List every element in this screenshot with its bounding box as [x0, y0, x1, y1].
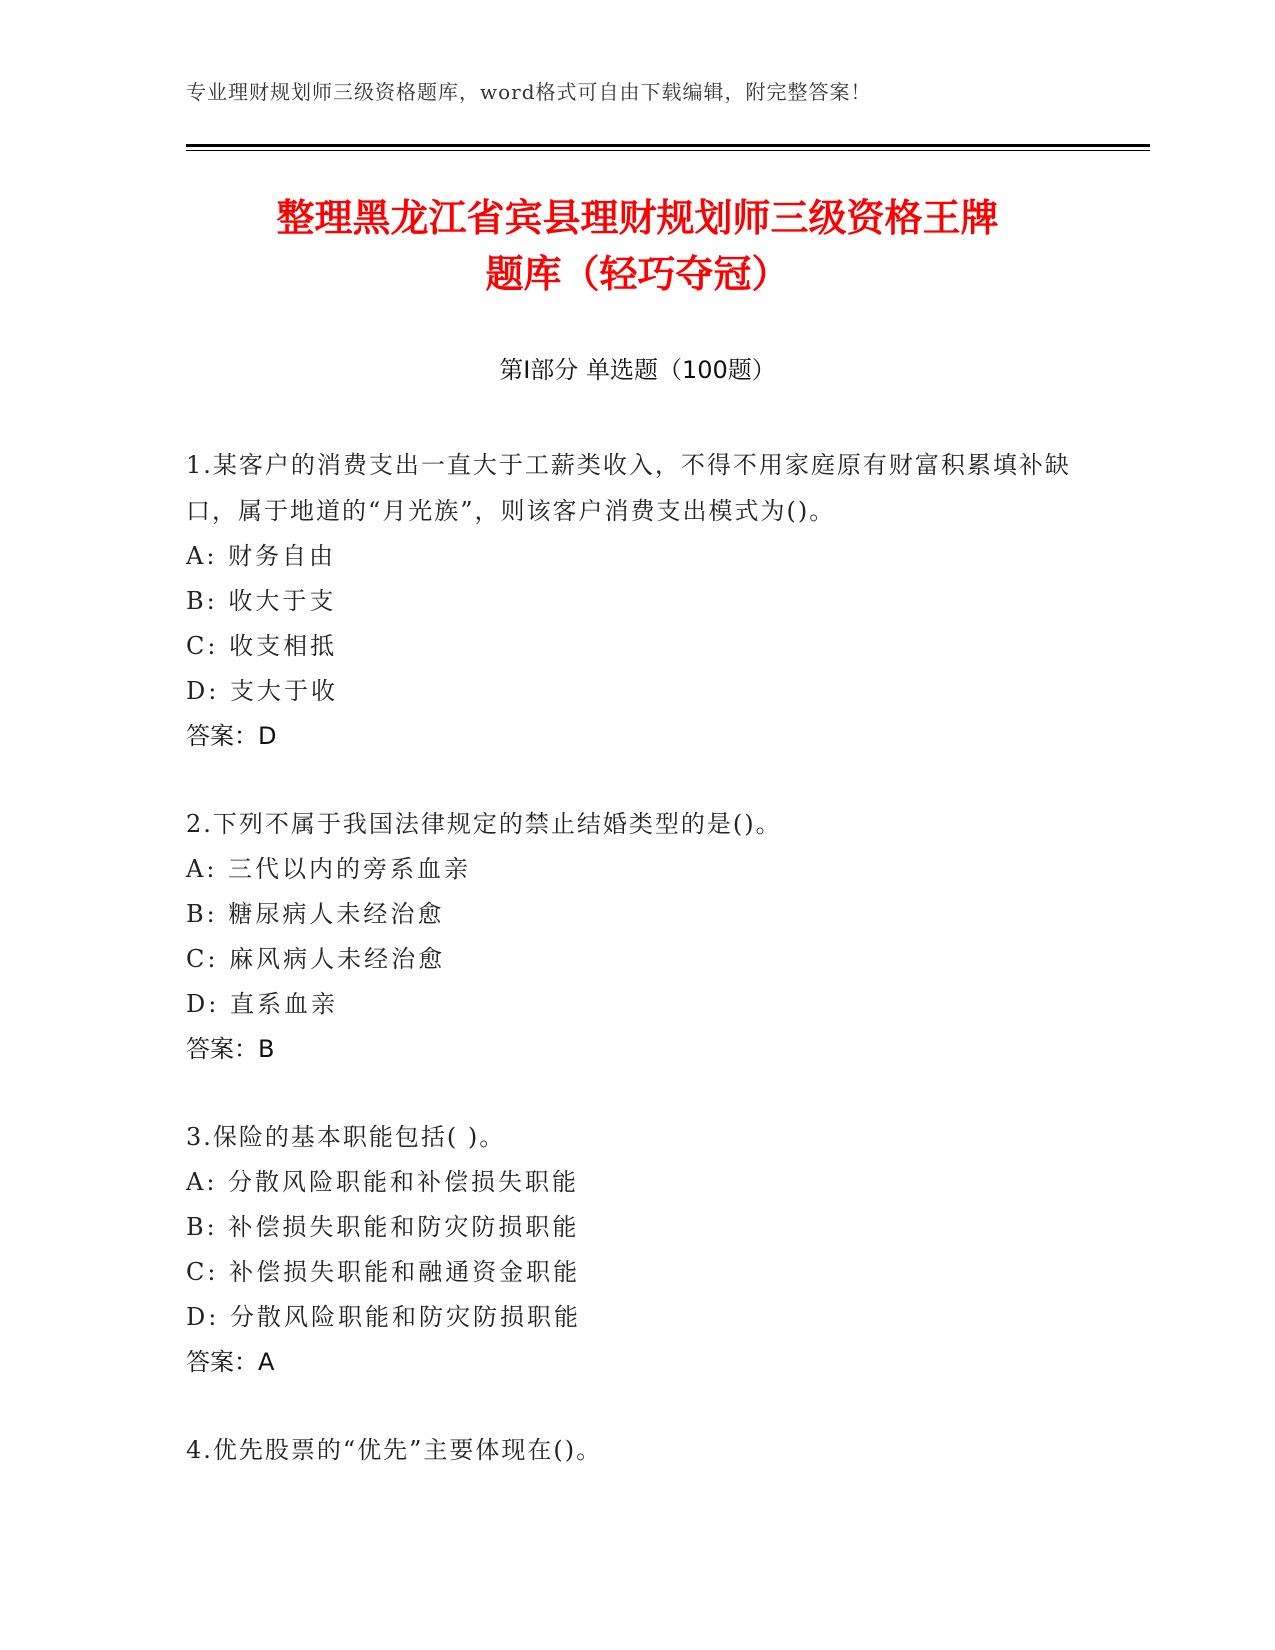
option-d: D: 直系血亲	[186, 990, 338, 1018]
option-d: D: 分散风险职能和防灾防损职能	[186, 1303, 581, 1331]
document-title-line-1: 整理黑龙江省宾县理财规划师三级资格王牌	[276, 196, 999, 240]
question-3	[186, 1114, 1086, 1385]
document-title	[160, 190, 1115, 302]
option-c: C: 收支相抵	[186, 632, 338, 660]
option-b: B: 补偿损失职能和防灾防损职能	[186, 1213, 580, 1241]
header-divider-thick	[186, 144, 1150, 147]
option-d: D: 支大于收	[186, 677, 338, 705]
question-list	[186, 442, 1086, 1515]
option-b: B: 收大于支	[186, 587, 337, 615]
option-a: A: 财务自由	[186, 542, 337, 570]
section-heading: 第Ⅰ部分 单选题（100题）	[499, 356, 776, 384]
answer: 答案：D	[186, 722, 277, 750]
header-note: 专业理财规划师三级资格题库，word格式可自由下载编辑，附完整答案！	[186, 80, 872, 104]
answer: 答案：A	[186, 1348, 275, 1376]
option-a: A: 分散风险职能和补偿损失职能	[186, 1168, 580, 1196]
header-divider-thin	[186, 150, 1150, 151]
question-stem: 4.优先股票的“优先”主要体现在()。	[186, 1436, 603, 1464]
option-c: C: 补偿损失职能和融通资金职能	[186, 1258, 581, 1286]
question-stem: 3.保险的基本职能包括( )。	[186, 1123, 506, 1151]
question-stem: 1.某客户的消费支出一直大于工薪类收入，不得不用家庭原有财富积累填补缺口，属于地道的“月光族”，则该客户消费支出模式为()。	[186, 451, 1071, 525]
question-stem: 2.下列不属于我国法律规定的禁止结婚类型的是()。	[186, 810, 782, 838]
option-a: A: 三代以内的旁系血亲	[186, 855, 472, 883]
option-c: C: 麻风病人未经治愈	[186, 945, 446, 973]
answer: 答案：B	[186, 1035, 275, 1063]
option-b: B: 糖尿病人未经治愈	[186, 900, 445, 928]
question-2	[186, 801, 1086, 1072]
question-1	[186, 442, 1086, 759]
document-title-line-2: 题库（轻巧夺冠）	[485, 252, 790, 296]
question-4	[186, 1427, 1086, 1473]
